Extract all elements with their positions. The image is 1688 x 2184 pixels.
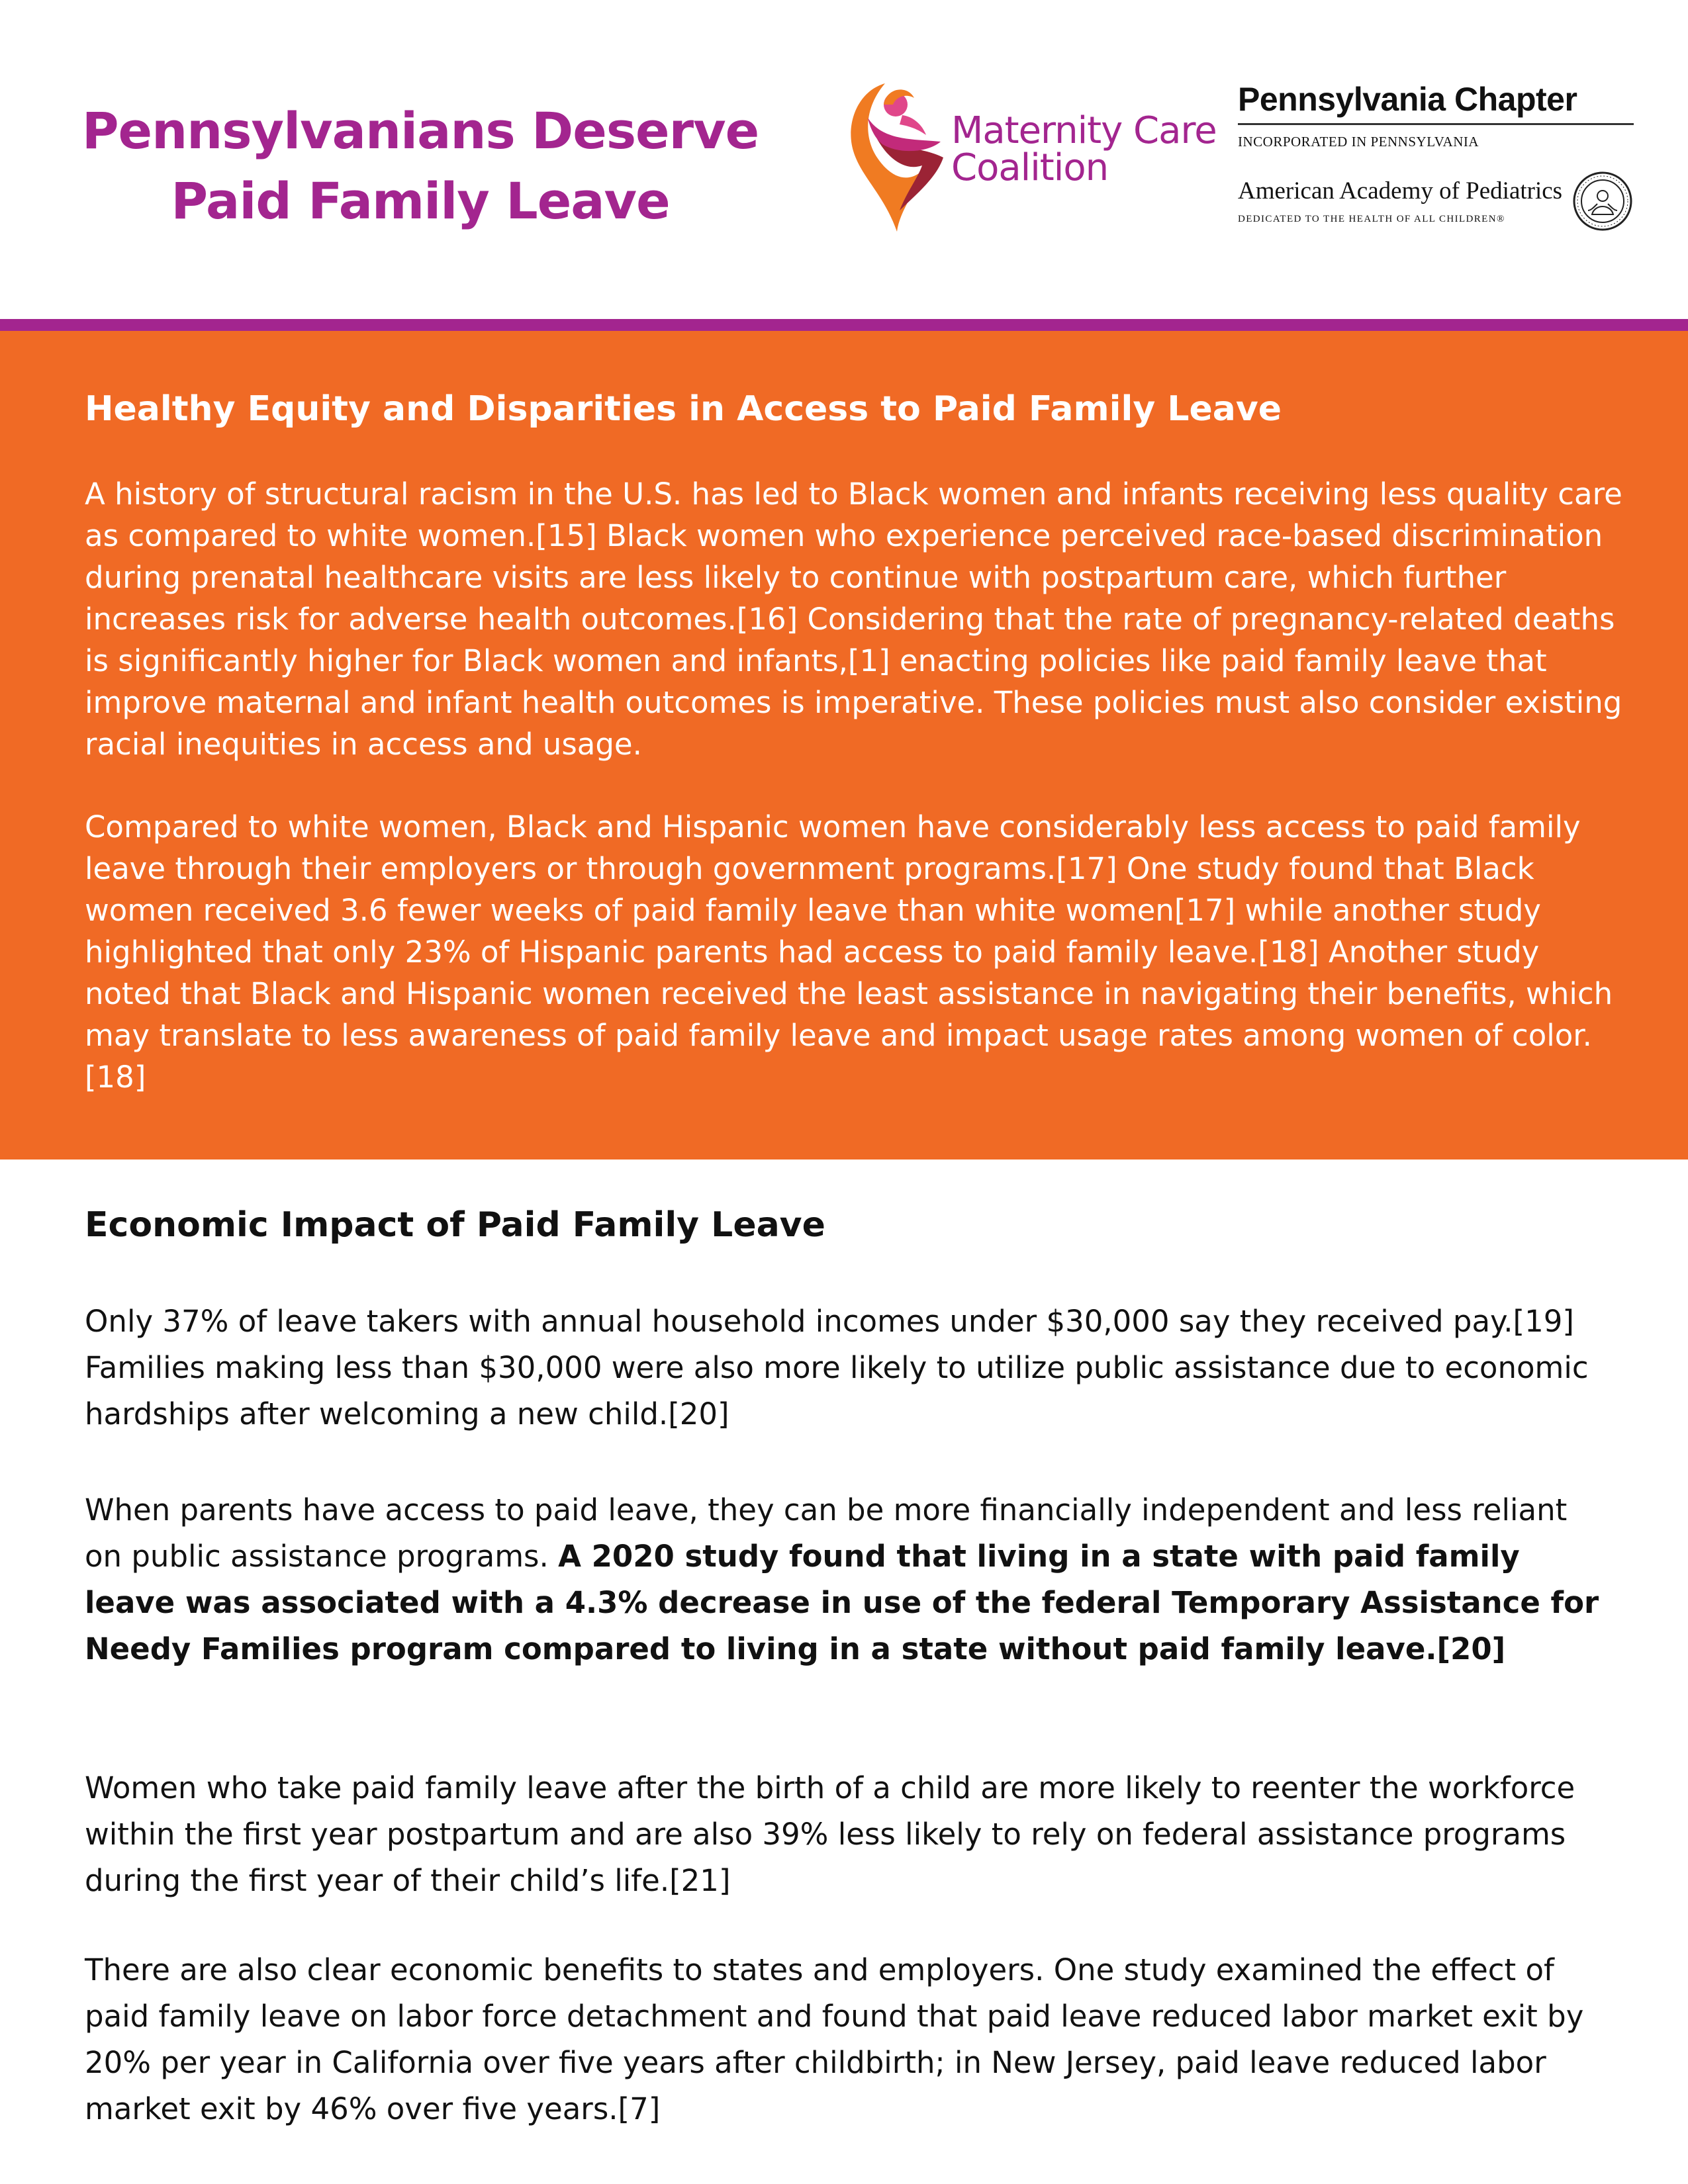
- health-equity-paragraph-2: Compared to white women, Black and Hispanic women have considerably less access to paid family leave through their employers or through government programs.[17] One study found that Black women received 3.6 fewer weeks of paid family leave than white women[17] while another study highlighted that only 23% of Hispanic parents had access to paid family leave.[18] Another study noted that Black and Hispanic women received the least assistance in navigating their benefits, which may translate to less awareness of paid family leave and impact usage rates among women of color.[18]: [85, 809, 1613, 1095]
- health-equity-heading: Healthy Equity and Disparities in Access to Paid Family Leave: [85, 389, 1282, 429]
- maternity-care-coalition-logo: [844, 78, 1215, 237]
- economic-impact-heading: Economic Impact of Paid Family Leave: [85, 1205, 825, 1245]
- page-title-line2: Paid Family Leave: [171, 171, 670, 230]
- aap-seal-icon: [1572, 171, 1633, 232]
- maternity-care-heart-icon: [844, 78, 950, 237]
- economic-paragraph-1: Only 37% of leave takers with annual household incomes under $30,000 say they received pay.[19] Families making less than $30,000 were also more likely to utilize public assistance due to economic hardships after welcoming a new child.[20]: [85, 1304, 1589, 1432]
- page-title: [60, 96, 781, 236]
- economic-paragraph-2-text: When parents have access to paid leave, they can be more financially independent and less reliant on public assistance programs.: [85, 1492, 1568, 1574]
- health-equity-paragraph-1: A history of structural racism in the U.S. has led to Black women and infants receiving less quality care as compared to white women.[15] Black women who experience perceived race-based discrimination during prenatal healthcare visits are less likely to continue with postpartum care, which further increases risk for adverse health outcomes.[16] Considering that the rate of pregnancy-related deaths is significantly higher for Black women and infants,[1] enacting policies like paid family leave that improve maternal and infant health outcomes is imperative. These policies must also consider existing racial inequities in access and usage.: [85, 477, 1622, 762]
- header-divider: [0, 319, 1688, 331]
- maternity-care-coalition-name: [951, 109, 1217, 189]
- mcc-name-line2: Coalition: [951, 146, 1109, 189]
- aap-incorporated-text: INCORPORATED IN PENNSYLVANIA: [1238, 134, 1479, 150]
- health-equity-section: [0, 331, 1688, 1160]
- aap-tagline: DEDICATED TO THE HEALTH OF ALL CHILDREN®: [1238, 214, 1505, 224]
- aap-pennsylvania-chapter-logo: [1238, 78, 1635, 237]
- economic-paragraph-2-highlight: A 2020 study found that living in a state with paid family leave was associated with a 4.3% decrease in use of the federal Temporary Assistance for Needy Families program compared to living in a state without paid family leave.[20]: [85, 1539, 1599, 1666]
- aap-academy-name: American Academy of Pediatrics: [1238, 177, 1563, 205]
- page-title-line1: Pennsylvanians Deserve: [81, 101, 759, 160]
- mcc-name-line1: Maternity Care: [951, 109, 1217, 152]
- aap-chapter-name: Pennsylvania Chapter: [1238, 81, 1577, 118]
- page-header: [0, 0, 1688, 319]
- economic-paragraph-4: There are also clear economic benefits to states and employers. One study examined the effect of paid family leave on labor force detachment and found that paid leave reduced labor market exit by 20% per year in California over five years after childbirth; in New Jersey, paid leave reduced labor market exit by 46% over five years.[7]: [85, 1952, 1584, 2126]
- economic-paragraph-2: [85, 1487, 1607, 1672]
- aap-divider: [1238, 123, 1634, 125]
- economic-paragraph-3: Women who take paid family leave after the birth of a child are more likely to reenter the workforce within the first year postpartum and are also 39% less likely to rely on federal assistance programs during the first year of their child’s life.[21]: [85, 1770, 1575, 1898]
